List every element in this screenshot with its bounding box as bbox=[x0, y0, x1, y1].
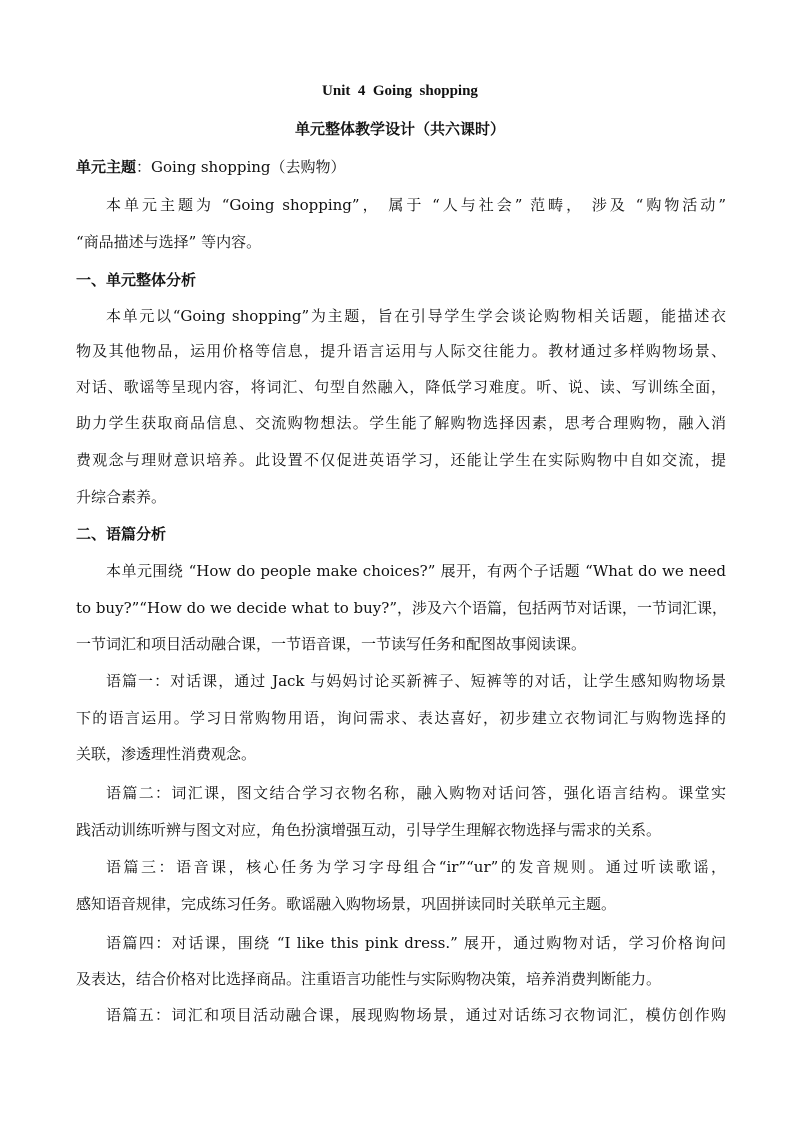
section-heading-overall-analysis: 一、单元整体分析 bbox=[76, 271, 197, 289]
paragraph-line: 本单元围绕 “How do people make choices?” 展开，有两个子话题 “What do we need bbox=[106, 562, 726, 580]
paragraph-line: 物及其他物品，运用价格等信息，提升语言运用与人际交往能力。教材通过多样购物场景、 bbox=[76, 342, 726, 360]
paragraph-line: to buy?”“How do we decide what to buy?”，涉及六个语篇，包括两节对话课，一节词汇课， bbox=[76, 599, 727, 617]
passage-five-line: 语篇五：词汇和项目活动融合课，展现购物场景，通过对话练习衣物词汇，模仿创作购 bbox=[106, 1006, 726, 1024]
unit-theme-label: 单元主题 bbox=[76, 158, 137, 176]
paragraph-line: 助力学生获取商品信息、交流购物想法。学生能了解购物选择因素，思考合理购物，融入消 bbox=[76, 414, 726, 432]
paragraph-line: 本单元以“Going shopping”为主题，旨在引导学生学会谈论购物相关话题，能描述衣 bbox=[106, 307, 726, 325]
section-heading-text-analysis: 二、语篇分析 bbox=[76, 525, 167, 543]
passage-two-line: 践活动训练听辨与图文对应，角色扮演增强互动，引导学生理解衣物选择与需求的关系。 bbox=[76, 821, 662, 839]
passage-three-line: 语篇三：语音课，核心任务为学习字母组合“ir”“ur”的发音规则。通过听读歌谣， bbox=[106, 858, 726, 876]
passage-four-line: 及表达，结合价格对比选择商品。注重语言功能性与实际购物决策，培养消费判断能力。 bbox=[76, 970, 662, 988]
intro-line: 本单元主题为 “Going shopping”， 属于 “人与社会” 范畴， 涉及 “购物活动” bbox=[106, 196, 726, 214]
intro-line: “商品描述与选择” 等内容。 bbox=[76, 233, 262, 251]
passage-two-line: 语篇二：词汇课，图文结合学习衣物名称，融入购物对话问答，强化语言结构。课堂实 bbox=[106, 784, 726, 802]
paragraph-line: 费观念与理财意识培养。此设置不仅促进英语学习，还能让学生在实际购物中自如交流，提 bbox=[76, 451, 726, 469]
document-subtitle: 单元整体教学设计（共六课时） bbox=[294, 120, 505, 138]
document-title: Unit 4 Going shopping bbox=[322, 83, 478, 99]
unit-theme-value: ：Going shopping（去购物） bbox=[136, 158, 346, 176]
passage-one-line: 下的语言运用。学习日常购物用语，询问需求、表达喜好，初步建立衣物词汇与购物选择的 bbox=[76, 709, 726, 727]
paragraph-line: 升综合素养。 bbox=[76, 488, 167, 506]
passage-one-line: 语篇一：对话课，通过 Jack 与妈妈讨论买新裤子、短裤等的对话，让学生感知购物场景 bbox=[106, 672, 726, 690]
paragraph-line: 一节词汇和项目活动融合课，一节语音课，一节读写任务和配图故事阅读课。 bbox=[76, 635, 587, 653]
passage-four-line: 语篇四：对话课，围绕 “I like this pink dress.” 展开，通过购物对话，学习价格询问 bbox=[106, 934, 726, 952]
paragraph-line: 对话、歌谣等呈现内容，将词汇、句型自然融入，降低学习难度。听、说、读、写训练全面， bbox=[76, 378, 726, 396]
passage-one-line: 关联，渗透理性消费观念。 bbox=[76, 745, 257, 763]
passage-three-line: 感知语音规律，完成练习任务。歌谣融入购物场景，巩固拼读同时关联单元主题。 bbox=[76, 895, 617, 913]
unit-theme-line bbox=[76, 157, 726, 177]
